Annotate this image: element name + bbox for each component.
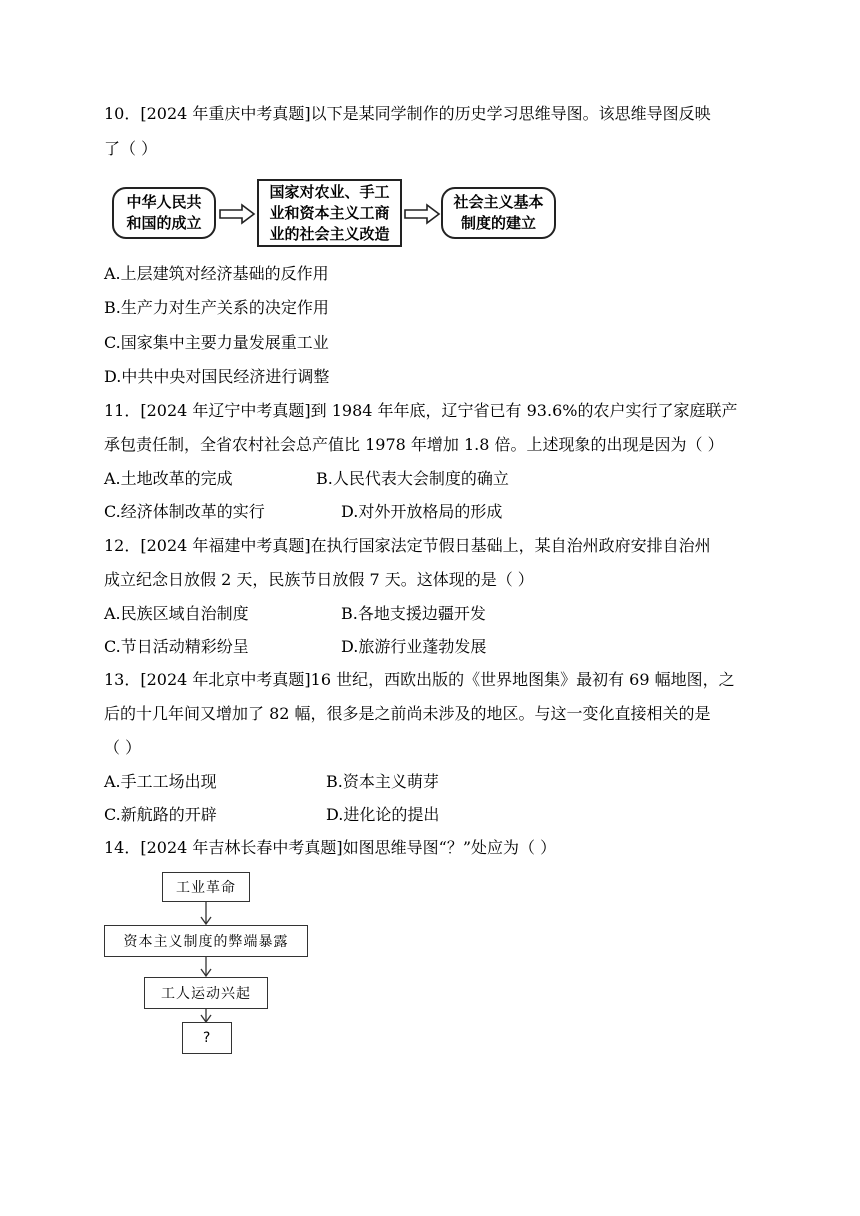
q13-option-d: D.进化论的提出 [326,805,440,824]
q12-option-b: B.各地支援边疆开发 [341,604,486,623]
q13-stem-line3: （ ） [104,738,142,757]
q13-stem-line1: 13．[2024 年北京中考真题]16 世纪，西欧出版的《世界地图集》最初有 69 幅地图，之 [104,670,735,689]
q14-arrow-3 [199,1009,213,1023]
q13-option-a: A.手工工场出现 [104,772,217,791]
q11-option-d: D.对外开放格局的形成 [341,502,503,521]
q14-box-workers-movement: 工人运动兴起 [144,977,268,1009]
q10-arrow-2 [403,203,441,225]
q13-option-c: C.新航路的开辟 [104,805,217,824]
q10-arrow-1 [218,203,256,225]
q10-stem-line1: 10．[2024 年重庆中考真题]以下是某同学制作的历史学习思维导图。该思维导图反映 [104,104,711,123]
q12-option-d: D.旅游行业蓬勃发展 [341,637,487,656]
q14-stem-line1: 14．[2024 年吉林长春中考真题]如图思维导图“？”处应为（ ） [104,838,557,857]
q11-option-b: B.人民代表大会制度的确立 [316,469,509,488]
q12-stem-line2: 成立纪念日放假 2 天，民族节日放假 7 天。这体现的是（ ） [104,570,534,589]
q10-box-socialist-transformation: 国家对农业、手工 业和资本主义工商 业的社会主义改造 [257,179,402,247]
q12-stem-line1: 12．[2024 年福建中考真题]在执行国家法定节假日基础上，某自治州政府安排自治州 [104,536,711,555]
q12-option-c: C.节日活动精彩纷呈 [104,637,249,656]
q10-option-a: A.上层建筑对经济基础的反作用 [104,264,329,283]
q12-option-a: A.民族区域自治制度 [104,604,249,623]
q14-arrow-1 [199,902,213,925]
q10-option-d: D.中共中央对国民经济进行调整 [104,367,330,386]
q10-box-socialist-system: 社会主义基本 制度的建立 [441,187,556,239]
q10-box-prc-founding: 中华人民共 和国的成立 [112,187,216,239]
q11-option-a: A.土地改革的完成 [104,469,233,488]
q11-stem-line1: 11．[2024 年辽宁中考真题]到 1984 年年底，辽宁省已有 93.6%的农户实行了家庭联产 [104,401,738,420]
q14-box-unknown: ? [182,1022,232,1054]
q13-stem-line2: 后的十几年间又增加了 82 幅，很多是之前尚未涉及的地区。与这一变化直接相关的是 [104,704,711,723]
q10-stem-line2: 了（ ） [104,139,158,158]
q11-stem-line2: 承包责任制，全省农村社会总产值比 1978 年增加 1.8 倍。上述现象的出现是因为（ ） [104,435,724,454]
q11-option-c: C.经济体制改革的实行 [104,502,265,521]
q14-box-industrial-revolution: 工业革命 [162,872,250,902]
q14-arrow-2 [199,957,213,977]
q10-option-c: C.国家集中主要力量发展重工业 [104,333,329,352]
q14-box-capitalism-flaws: 资本主义制度的弊端暴露 [104,925,308,957]
q13-option-b: B.资本主义萌芽 [326,772,439,791]
q10-option-b: B.生产力对生产关系的决定作用 [104,298,329,317]
